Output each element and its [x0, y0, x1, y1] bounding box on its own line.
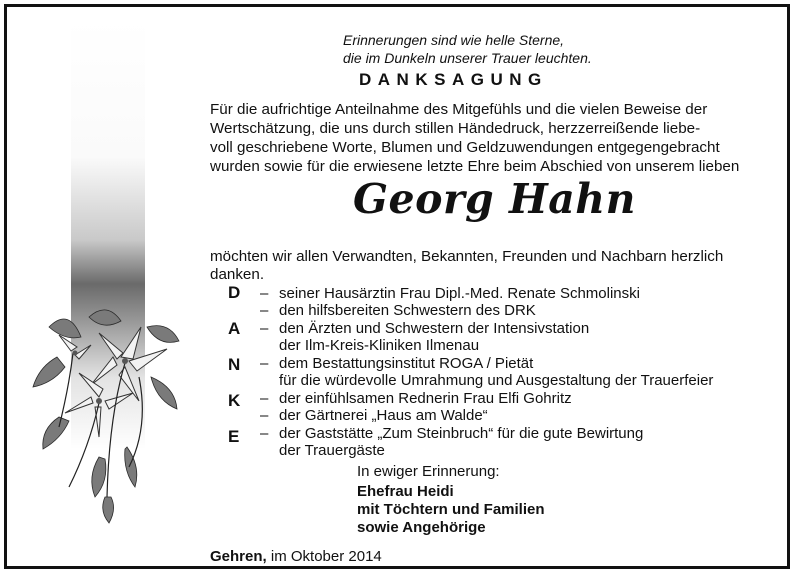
obituary-frame	[4, 4, 790, 569]
thanks-line-2: danken.	[210, 266, 265, 283]
danke-letter-d: D	[228, 283, 241, 302]
signature-line-3: sowie Angehörige	[357, 519, 486, 536]
footer	[210, 548, 382, 565]
footer-date: im Oktober 2014	[270, 548, 382, 565]
thanks-line-1: möchten wir allen Verwandten, Bekannten, Freunden und Nachbarn herzlich	[210, 248, 724, 265]
footer-place: Gehren,	[210, 548, 267, 565]
danke-letter-n: N	[228, 355, 241, 374]
list-dash: –	[260, 285, 269, 302]
quote-line-2: die im Dunkeln unserer Trauer leuchten.	[343, 50, 592, 66]
signature-line-2: mit Töchtern und Familien	[357, 501, 545, 518]
list-item: der Trauergäste	[279, 442, 385, 459]
intro-line-1: Für die aufrichtige Anteilnahme des Mitgefühls und die vielen Beweise der	[210, 101, 708, 118]
list-item: der Ilm-Kreis-Kliniken Ilmenau	[279, 337, 480, 354]
list-dash: –	[260, 390, 269, 407]
list-dash: –	[260, 320, 269, 337]
quote-line-1: Erinnerungen sind wie helle Sterne,	[343, 32, 565, 48]
list-item: seiner Hausärztin Frau Dipl.-Med. Renate Schmolinski	[279, 285, 640, 302]
list-dash: –	[260, 425, 269, 442]
list-item: den Ärzten und Schwestern der Intensivstation	[279, 320, 590, 337]
intro-line-2: Wertschätzung, die uns durch stillen Händedruck, herzzerreißende liebe-	[210, 120, 701, 137]
list-dash: –	[260, 355, 269, 372]
list-item: für die würdevolle Umrahmung und Ausgestaltung der Trauerfeier	[279, 372, 714, 389]
list-dash: –	[260, 407, 269, 424]
list-item: den hilfsbereiten Schwestern des DRK	[279, 302, 536, 319]
signature-line-1: Ehefrau Heidi	[357, 483, 454, 500]
lily-bouquet-icon	[29, 297, 189, 527]
intro-line-3: voll geschriebene Worte, Blumen und Geldzuwendungen entgegengebracht	[210, 139, 720, 156]
intro-line-4: wurden sowie für die erwiesene letzte Ehre beim Abschied von unserem lieben	[210, 158, 740, 175]
list-item: der Gärtnerei „Haus am Walde“	[279, 407, 488, 424]
page-title: DANKSAGUNG	[359, 70, 548, 89]
danke-letter-e: E	[228, 427, 240, 446]
danke-letter-k: K	[228, 391, 241, 410]
signature-intro: In ewiger Erinnerung:	[357, 463, 500, 480]
deceased-name: Georg Hahn	[353, 175, 636, 223]
list-dash: –	[260, 302, 269, 319]
list-item: der einfühlsamen Rednerin Frau Elfi Gohritz	[279, 390, 572, 407]
list-item: der Gaststätte „Zum Steinbruch“ für die gute Bewirtung	[279, 425, 644, 442]
list-item: dem Bestattungsinstitut ROGA / Pietät	[279, 355, 534, 372]
danke-letter-a: A	[228, 319, 241, 338]
